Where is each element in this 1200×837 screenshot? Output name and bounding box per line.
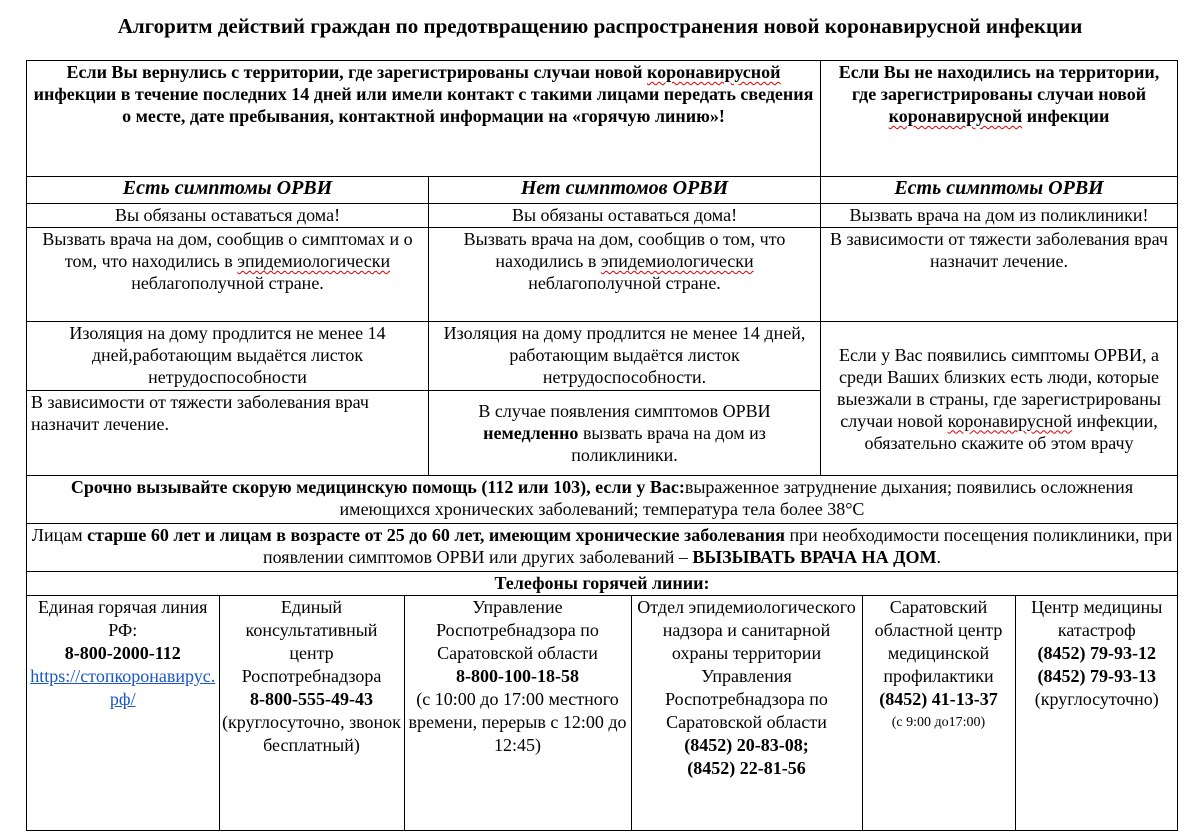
header-not-traveled: Если Вы не находились на территории, где зарегистрированы случаи новой коронавирусной инфекции [821,61,1178,177]
col1-call-doctor: Вызвать врача на дом, сообщив о симптомах и о том, что находились в эпидемиологически неблагополучной стране. [27,228,429,322]
phone-disaster-center [1015,596,1178,830]
col3-relatives-note: Если у Вас появились симптомы ОРВИ, а среди Ваших близких есть люди, которые выезжали в страны, где зарегистрированы случаи новой коронавирусной инфекции, обязательно скажите об этом врачу [821,322,1178,476]
headings-row [27,177,1178,204]
phone-epid-department-number-1: (8452) 20-83-08; [684,735,809,755]
col1-treatment: В зависимости от тяжести заболевания врач назначит лечение. [27,391,429,476]
header-row [27,61,1178,177]
phone-prevention-center-number: (8452) 41-13-37 [879,689,998,709]
emergency-note: Срочно вызывайте скорую медицинскую помощь (112 или 103), если у Вас:выраженное затруднение дыхания; появились осложнения имеющихся хронических заболеваний; температура тела более 38°С [27,476,1178,524]
phone-prevention-center-note: (с 9:00 до17:00) [891,715,986,730]
phone-prevention-center [862,596,1015,830]
stay-home-row [27,204,1178,228]
col1-stay-home: Вы обязаны оставаться дома! [27,204,429,228]
elderly-row [27,524,1178,572]
phone-epid-department [631,596,862,830]
stopcoronavirus-link[interactable]: https://стопкоронавирус.рф/ [30,666,216,709]
phones-heading-row [27,572,1178,596]
phone-rpn-saratov-number: 8-800-100-18-58 [456,666,579,686]
phone-disaster-center-number-2: (8452) 79-93-13 [1037,666,1156,686]
isolation-row [27,322,1178,391]
col2-symptoms-appear: В случае появления симптомов ОРВИ немедленно вызвать врача на дом из поликлиники. [429,391,821,476]
elderly-note: Лицам старше 60 лет и лицам в возрасте от 25 до 60 лет, имеющим хронические заболевания при необходимости посещения поликлиники, при появлении симптомов ОРВИ или других заболеваний – ВЫЗЫВАТЬ ВРАЧА НА ДОМ. [27,524,1178,572]
phone-disaster-center-number-1: (8452) 79-93-12 [1037,643,1156,663]
col1-heading: Есть симптомы ОРВИ [27,177,429,204]
phone-consult-center-name: Единый консультативный центр Роспотребнадзора [241,597,382,686]
phones-container [27,596,1178,831]
phone-epid-department-number-2: (8452) 22-81-56 [687,758,806,778]
phone-federal-name: Единая горячая линия РФ: [38,597,208,640]
phone-disaster-center-note: (круглосуточно) [1034,689,1159,709]
header-returned: Если Вы вернулись с территории, где зарегистрированы случаи новой коронавирусной инфекции в течение последних 14 дней или имели контакт с такими лицами передать сведения о месте, дате пребывания, контактной информации на «горячую линию»! [27,61,821,177]
phones-table [27,596,1178,830]
col2-isolation: Изоляция на дому продлится не менее 14 дней, работающим выдаётся листок нетрудоспособности. [429,322,821,391]
phone-rpn-saratov-note: (с 10:00 до 17:00 местного времени, перерыв с 12:00 до 12:45) [408,689,627,755]
algorithm-table [26,60,1178,831]
phone-rpn-saratov [404,596,631,830]
col1-isolation: Изоляция на дому продлится не менее 14 дней,работающим выдаётся листок нетрудоспособности [27,322,429,391]
phone-prevention-center-name: Саратовский областной центр медицинской профилактики [874,597,1003,686]
col2-heading: Нет симптомов ОРВИ [429,177,821,204]
phone-federal-number: 8-800-2000-112 [64,643,181,663]
call-doctor-row [27,228,1178,322]
phones-row [27,596,1178,831]
col3-call-doctor: Вызвать врача на дом из поликлиники! [821,204,1178,228]
phone-federal [27,596,219,830]
phone-consult-center-number: 8-800-555-49-43 [250,689,373,709]
phone-consult-center [219,596,404,830]
col2-call-doctor: Вызвать врача на дом, сообщив о том, что находились в эпидемиологически неблагополучной стране. [429,228,821,322]
phone-disaster-center-name: Центр медицины катастроф [1031,597,1163,640]
col3-heading: Есть симптомы ОРВИ [821,177,1178,204]
phone-rpn-saratov-name: Управление Роспотребнадзора по Саратовской области [436,597,599,663]
phones-heading: Телефоны горячей линии: [27,572,1178,596]
page-title: Алгоритм действий граждан по предотвращению распространения новой коронавирусной инфекции [117,14,1083,38]
phone-consult-center-note: (круглосуточно, звонок бесплатный) [222,712,401,755]
col3-treatment: В зависимости от тяжести заболевания врач назначит лечение. [821,228,1178,322]
phone-epid-department-name: Отдел эпидемиологического надзора и санитарной охраны территории Управления Роспотребнадзора по Саратовской области [637,597,856,732]
emergency-row [27,476,1178,524]
col2-stay-home: Вы обязаны оставаться дома! [429,204,821,228]
